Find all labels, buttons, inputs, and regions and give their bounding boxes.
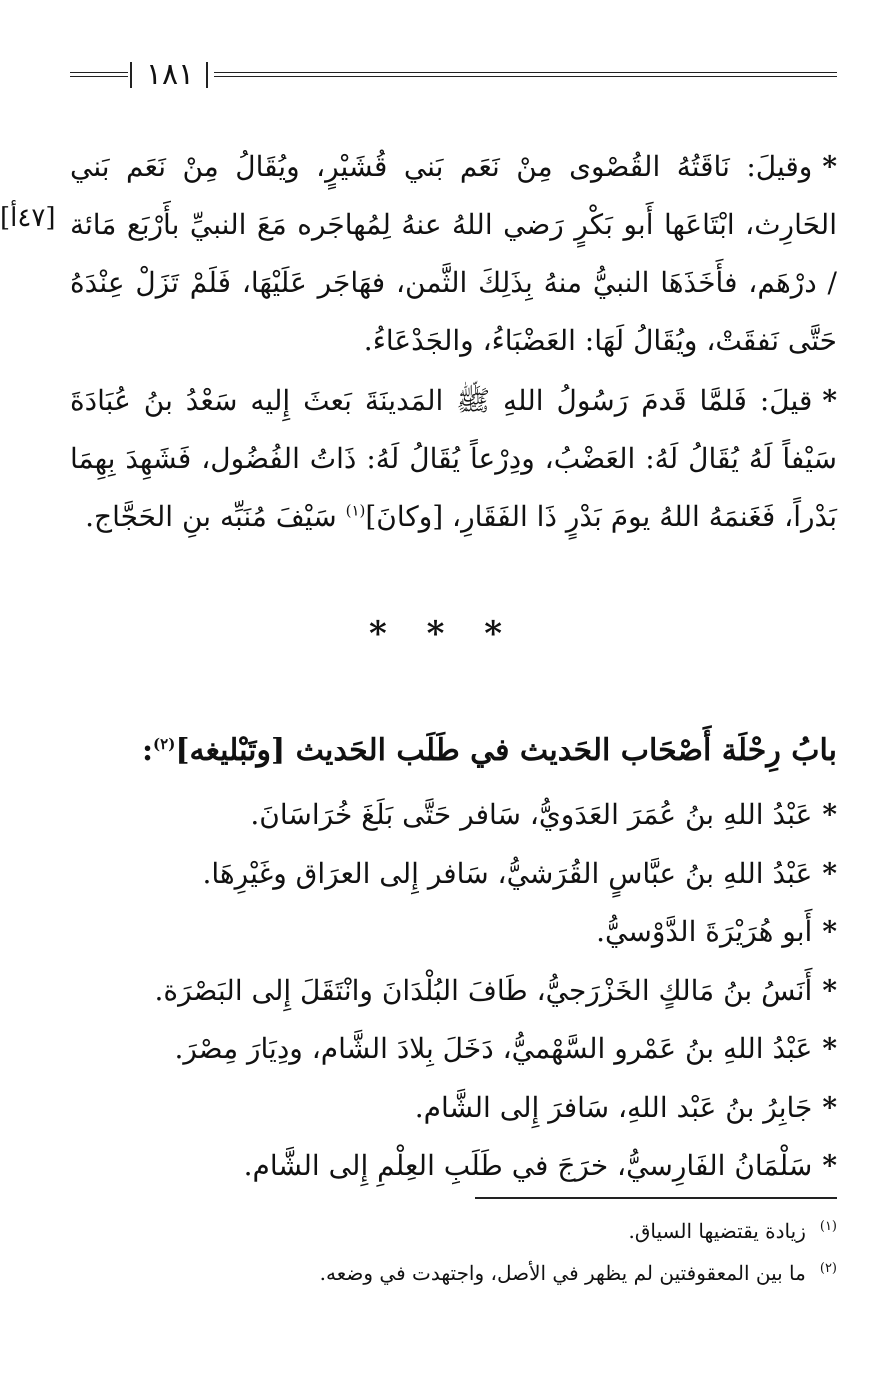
bullet-marker: * [822,1090,837,1124]
paragraph-text: سَيْفَ مُنَبِّه بنِ الحَجَّاج. [85,500,346,533]
section-separator: * * * [368,614,516,654]
paragraph-text: وقيلَ: نَاقَتُهُ القُصْوى مِنْ نَعَم بَني قُشَيْرٍ، ويُقَالُ مِنْ نَعَم بَني الحَارِث، ابْتَاعَها أَبو بَكْرٍ رَضي اللهُ عنهُ لِمُهاجَره مَعَ النبيِّ بأَرْبَع مَائة / درْهَم، فأَخَذَهَا النبيُّ منهُ بِذَلِكَ الثَّمن، فهَاجَر عَلَيْهَا، فَلَمْ تَزَلْ عِنْدَهُ حَتَّى نَفقَتْ، ويُقَالُ لَهَا: العَضْبَاءُ، والجَدْعَاءُ. [70,150,837,357]
footnote-text: ما بين المعقوفتين لم يظهر في الأصل، واجتهدت في وضعه. [319,1261,806,1285]
chapter-title [70,722,837,780]
header-rule-left [70,72,128,77]
header-rule-right [214,72,837,77]
list-item-text: عَبْدُ اللهِ بنُ عبَّاسٍ القُرَشيُّ، سَافر إِلى العرَاق وغَيْرِهَا. [202,856,813,890]
footnote-text: زيادة يقتضيها السياق. [628,1219,806,1243]
list-item [70,786,837,845]
footnotes [70,1210,837,1294]
chapter-title-text: بابُ رِحْلَة أَصْحَاب الحَديث في طَلَب الحَديث [وتَبْليغه] [175,733,837,768]
list-item [70,1020,837,1079]
footnote-item: (٢)ما بين المعقوفتين لم يظهر في الأصل، واجتهدت في وضعه. [319,1261,837,1285]
list-item [70,903,837,962]
list-item-text: أَنَسُ بنُ مَالكٍ الخَزْرَجيُّ، طَافَ البُلْدَانَ وانْتَقَلَ إِلى البَصْرَة. [154,973,813,1007]
manuscript-folio-reference: [٤٧أ] [0,203,56,233]
paragraph-text: قيلَ: فَلمَّا قَدمَ رَسُولُ اللهِ ﷺ المَدينَةَ بَعثَ إِليه سَعْدُ بنُ عُبَادَةَ سَيْفاً لَهُ يُقَالُ لَهُ: العَضْبُ، ودِرْعاً يُقَالُ لَهُ: ذَاتُ الفُضُول، فَشَهِدَ بِهِمَا بَدْراً، فَغَنمَهُ اللهُ يومَ بَدْرٍ ذَا الفَقَارِ، [وكانَ] [70,384,837,533]
narrator-list [70,786,837,1196]
paragraph-she-camel [70,138,837,370]
paragraph-swords [70,372,837,546]
list-item [70,1137,837,1196]
bullet-marker: * [822,798,837,831]
list-item [70,962,837,1021]
list-item-text: عَبْدُ اللهِ بنُ عَمْرو السَّهْميُّ، دَخَلَ بِلادَ الشَّام، ودِيَارَ مِصْرَ. [174,1032,813,1065]
bullet-marker: * [822,150,837,183]
list-item-text: جَابِرُ بنُ عَبْد اللهِ، سَافرَ إِلى الشَّام. [414,1090,813,1124]
list-item-text: عَبْدُ اللهِ بنُ عُمَرَ العَدَويُّ، سَافر حَتَّى بَلَغَ خُرَاسَانَ. [250,798,813,831]
footnote-item: (١)زيادة يقتضيها السياق. [628,1219,837,1243]
bullet-marker: * [822,915,837,948]
bullet-marker: * [822,1149,837,1182]
header-divider [206,62,208,88]
page-number: ١٨١ [145,57,195,92]
list-item [70,845,837,904]
list-item-text: أَبو هُرَيْرَةَ الدَّوْسيُّ. [596,915,813,948]
header-divider [130,62,132,88]
bullet-marker: * [822,384,837,417]
bullet-marker: * [822,1032,837,1065]
footnote-reference[interactable]: (٢) [153,735,176,753]
list-item-text: سَلْمَانُ الفَارِسيُّ، خرَجَ في طَلَبِ العِلْمِ إِلى الشَّام. [243,1149,813,1182]
bullet-marker: * [822,973,837,1007]
chapter-title-suffix: : [141,733,154,768]
list-item [70,1079,837,1138]
bullet-marker: * [822,856,837,890]
footnote-reference[interactable]: (١) [345,501,366,520]
footnote-divider [475,1197,837,1199]
